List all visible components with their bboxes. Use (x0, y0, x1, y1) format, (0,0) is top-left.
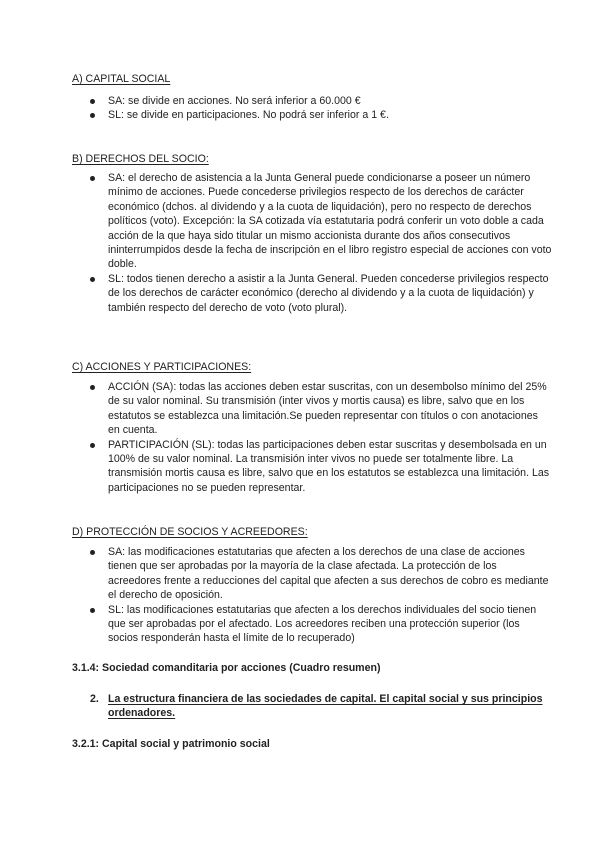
list-item: ACCIÓN (SA): todas las acciones deben estar suscritas, con un desembolso mínimo del 25% de su valor nominal. Su transmisión (inter vivos y mortis causa) es libre, salvo que en los estatutos se establezca una limitación.Se pueden representar con títulos o con anotaciones en cuenta. (72, 380, 552, 438)
section-d-title: D) PROTECCIÓN DE SOCIOS Y ACREEDORES: (72, 526, 308, 538)
heading-3-1-4: 3.1.4: Sociedad comanditaria por acciones (Cuadro resumen) (72, 662, 381, 674)
section-a-title: A) CAPITAL SOCIAL (72, 73, 171, 85)
section-b-list (72, 171, 552, 315)
section-b-title: B) DERECHOS DEL SOCIO: (72, 153, 209, 165)
heading-2-number: 2. (90, 693, 99, 705)
heading-2-text: La estructura financiera de las sociedades de capital. El capital social y sus principios ordenadores. (108, 693, 543, 720)
list-item: SA: las modificaciones estatutarias que afecten a los derechos de una clase de acciones tienen que ser aprobadas por la mayoría de la clase afectada. La protección de los acreedores frente a reducciones del capital que afecten a sus derechos de cobro es mediante el derecho de oposición. (72, 545, 552, 603)
section-d-list (72, 545, 552, 646)
heading-3-2-1: 3.2.1: Capital social y patrimonio social (72, 738, 270, 750)
list-item: SA: el derecho de asistencia a la Junta General puede condicionarse a poseer un número mínimo de acciones. Puede concederse privilegios respecto de los derechos de carácter económico (dchos. al dividendo y a la cuota de liquidación), pero no respecto de derechos políticos (voto). Excepción: la SA cotizada vía estatutaria podrá conferir un voto doble a cada acción de la que haya sido titular un mismo accionista durante dos años consecutivos ininterrumpidos desde la fecha de inscripción en el libro registro especial de acciones con voto doble. (72, 171, 552, 272)
heading-2 (72, 692, 552, 721)
list-item: PARTICIPACIÓN (SL): todas las participaciones deben estar suscritas y desembolsada en un 100% de su valor nominal. La transmisión inter vivos no puede ser totalmente libre. La transmisión mortis causa es libre, salvo que en los estatutos se establezca una limitación. Las participaciones no se pueden representar. (72, 438, 552, 496)
section-a-list (72, 94, 552, 123)
section-c-list (72, 380, 552, 495)
list-item: SL: las modificaciones estatutarias que afecten a los derechos individuales del socio tienen que ser aprobadas por el afectado. Los acreedores reciben una protección superior (los socios responderán hasta el límite de lo recuperado) (72, 603, 552, 646)
section-c-title: C) ACCIONES Y PARTICIPACIONES: (72, 361, 252, 373)
list-item: SL: se divide en participaciones. No podrá ser inferior a 1 €. (72, 108, 552, 122)
list-item: SL: todos tienen derecho a asistir a la Junta General. Pueden concederse privilegios respecto de los derechos de carácter económico (derecho al dividendo y a la cuota de liquidación) y también respecto del derecho de voto (voto plural). (72, 272, 552, 315)
list-item: SA: se divide en acciones. No será inferior a 60.000 € (72, 94, 552, 108)
